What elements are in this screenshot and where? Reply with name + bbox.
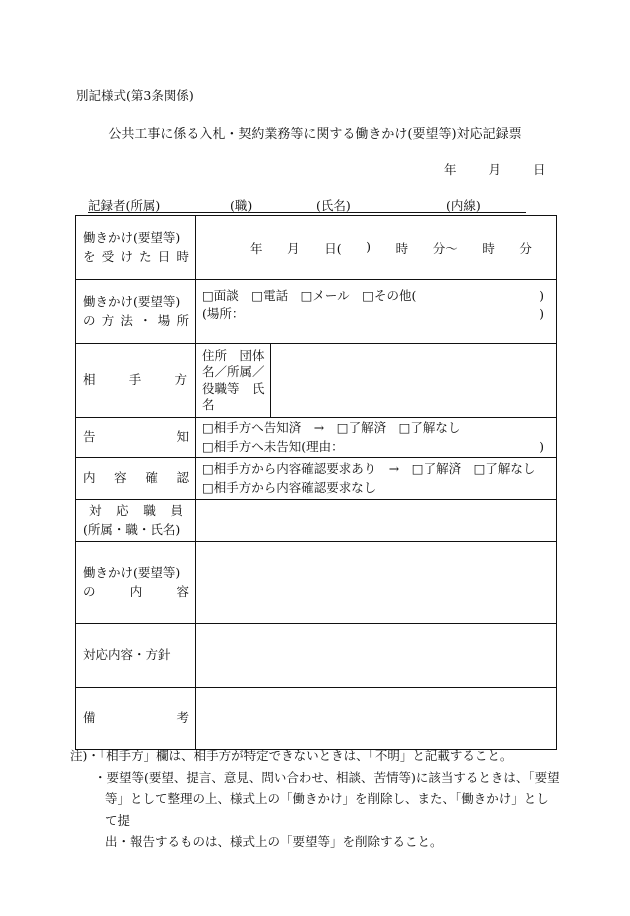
confirmation-line-1[interactable]: □相手方から内容確認要求あり → □了解済 □了解なし <box>202 461 536 477</box>
row-method-place <box>76 280 557 344</box>
note-2: ・要望等(要望、提言、意見、問い合わせ、相談、苦情等)に該当するときは、「要望 等」として整理の上、様式上の「働きかけ」を削除し、また、「働きかけ」として提 出・報告するものは、様式上の「要望等」を削除すること。 <box>94 769 560 849</box>
counterparty-input[interactable] <box>271 344 556 417</box>
label-response-policy: 対応内容・方針 <box>76 624 196 688</box>
form-number: 別記様式(第3条関係) <box>76 88 194 103</box>
row-request-content <box>76 542 557 624</box>
note-1: 注)・「相手方」欄は、相手方が特定できないときは、「不明」と記載すること。 <box>70 748 513 763</box>
document-title: 公共工事に係る入札・契約業務等に関する働きかけ(要望等)対応記録票 <box>108 127 522 142</box>
label-content-confirmation: 内 容 確 認 <box>76 458 196 500</box>
date-month: 月 <box>488 162 501 177</box>
record-table <box>75 215 557 750</box>
method-place-field[interactable]: □面談 □電話 □メール □その他( ) (場所： ) <box>196 280 557 344</box>
method-options[interactable]: □面談 □電話 □メール □その他( <box>202 288 417 303</box>
counterparty-field[interactable] <box>196 344 557 418</box>
label-responding-staff: 対 応 職 員 (所属・職・氏名) <box>76 500 196 542</box>
counterparty-sub-label: 住所 団体名／所属／役職等 氏名 <box>196 344 271 417</box>
remarks-field[interactable] <box>196 688 557 750</box>
label-remarks: 備 考 <box>76 688 196 750</box>
date-day: 日 <box>532 162 546 177</box>
request-content-field[interactable] <box>196 542 557 624</box>
recorder-name-label: (氏名) <box>316 198 351 213</box>
responding-staff-field[interactable] <box>196 500 557 542</box>
row-counterparty <box>76 344 557 418</box>
row-received-datetime <box>76 216 557 280</box>
row-response-policy <box>76 624 557 688</box>
label-method-place: 働きかけ(要望等) の 方 法 ・ 場 所 <box>76 280 196 344</box>
footnotes <box>70 745 560 853</box>
recorder-position-label: (職) <box>230 198 253 213</box>
date-line <box>444 160 545 178</box>
row-notice <box>76 418 557 458</box>
recorder-affiliation-label: 記録者(所属) <box>88 198 161 213</box>
label-counterparty: 相 手 方 <box>76 344 196 418</box>
place-label: (場所： <box>202 306 245 322</box>
notice-field[interactable]: □相手方へ告知済 → □了解済 □了解なし □相手方へ未告知(理由： ) <box>196 418 557 458</box>
recorder-line <box>88 196 526 213</box>
row-remarks <box>76 688 557 750</box>
label-received-datetime: 働きかけ(要望等) を 受 け た 日 時 <box>76 216 196 280</box>
row-content-confirmation <box>76 458 557 500</box>
response-policy-field[interactable] <box>196 624 557 688</box>
content-confirmation-field[interactable] <box>196 458 557 500</box>
notice-line-1[interactable]: □相手方へ告知済 → □了解済 □了解なし <box>202 420 461 436</box>
recorder-extension-label: (内線) <box>446 198 481 213</box>
label-request-content: 働きかけ(要望等) の 内 容 <box>76 542 196 624</box>
confirmation-line-2[interactable]: □相手方から内容確認要求なし <box>202 479 377 495</box>
received-datetime-field[interactable]: 年 月 日( ) 時 分〜 時 分 <box>196 216 557 280</box>
notice-line-2[interactable]: □相手方へ未告知(理由： <box>202 438 344 454</box>
row-responding-staff <box>76 500 557 542</box>
label-notice: 告 知 <box>76 418 196 458</box>
date-year: 年 <box>444 162 457 177</box>
